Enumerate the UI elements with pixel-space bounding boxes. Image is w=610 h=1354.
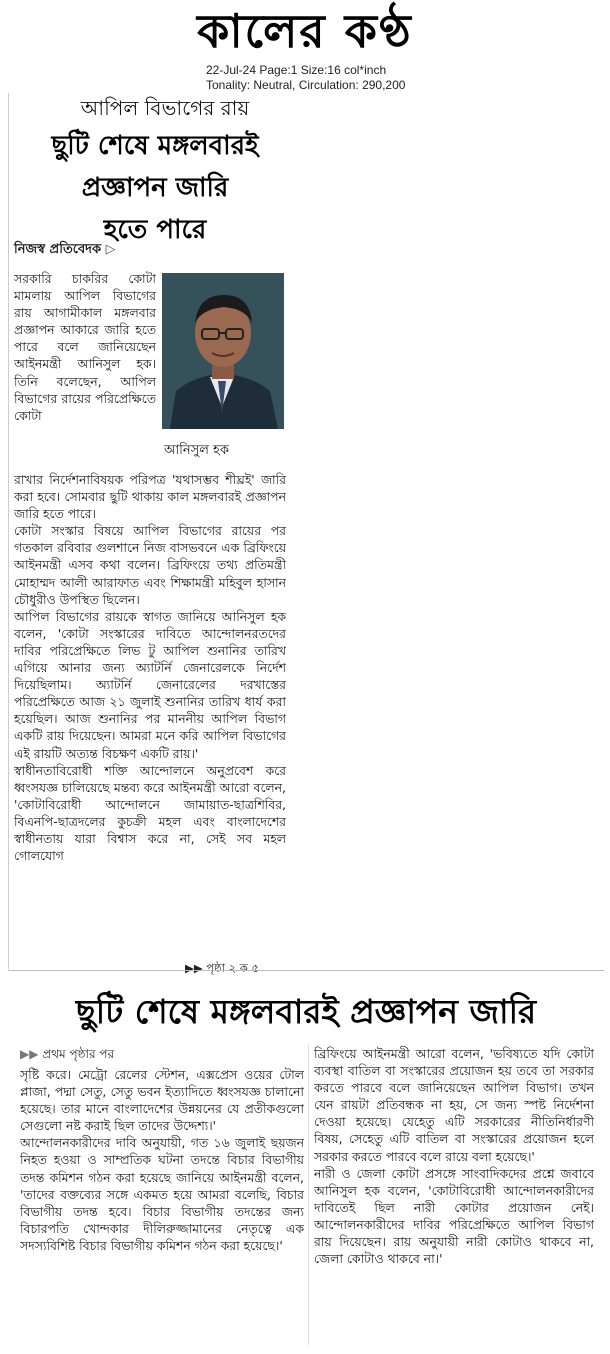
clipping-tonality: Tonality: Neutral, Circulation: 290,200 bbox=[206, 78, 406, 92]
headline-line: ছুটি শেষে মঙ্গলবারই bbox=[51, 131, 259, 161]
clipping-date-page-size: 22-Jul-24 Page:1 Size:16 col*inch bbox=[206, 63, 387, 77]
body-paragraph: নারী ও জেলা কোটা প্রসঙ্গে সাংবাদিকদের প্রশ্নে জবাবে আনিসুল হক বলেন, 'কোটাবিরোধী আন্দোলনকারীদের দাবিতেই ছিল নারী কোটার প্রয়োজন নেই। আন্দোলনকারীদের দাবির পরিপ্রেক্ষিতে আপিল বিভাগ রায় দিয়েছেন। রায় অনুযায়ী নারী কোটাও থাকবে না, জেলা কোটাও থাকবে না।' bbox=[314, 1165, 594, 1267]
byline-text: নিজস্ব প্রতিবেদক bbox=[14, 242, 102, 257]
article-body bbox=[14, 471, 286, 963]
body-paragraph: কোটা সংস্কার বিষয়ে আপিল বিভাগের রায়ের পর গতকাল রবিবার গুলশানে নিজ বাসভবনে এক ব্রিফিংয়ে আইনমন্ত্রী এসব কথা বলেন। ব্রিফিংয়ে তথ্য প্রতিমন্ত্রী মোহাম্মদ আলী আরাফাত এবং শিক্ষামন্ত্রী মহিবুল হাসান চৌধুরীও উপস্থিত ছিলেন। bbox=[14, 523, 286, 607]
continued-on-page-link[interactable]: ▶▶ পৃষ্ঠা ২ ক ৫ bbox=[185, 961, 259, 975]
body-paragraph: সৃষ্টি করে। মেট্রো রেলের স্টেশন, এক্সপ্রেস ওয়ের টোল প্লাজা, পদ্মা সেতু, সেতু ভবন ইত্যাদিতে ধ্বংসযজ্ঞ চালানো হয়েছে। তার মানে বাংলাদেশের উন্নয়নের যে প্রতীকগুলো সেগুলো নষ্ট করাই ছিল তাদের উদ্দেশ্য।' bbox=[20, 1067, 304, 1134]
photo-caption: আনিসুল হক bbox=[164, 443, 229, 458]
body-paragraph: স্বাধীনতাবিরোধী শক্তি আন্দোলনে অনুপ্রবেশ করে ধ্বংসযজ্ঞ চালিয়েছে মন্তব্য করে আইনমন্ত্রী আরো বলেন, 'কোটাবিরোধী আন্দোলনে জামায়াত-ছাত্রশিবির, বিএনপি-ছাত্রদলের কুচক্রী মহল এবং বাংলাদেশের স্বাধীনতায় যারা বিশ্বাস করে না, সেই সব মহল গোলযোগ bbox=[14, 762, 286, 864]
article-headline bbox=[10, 125, 300, 251]
body-paragraph: ব্রিফিংয়ে আইনমন্ত্রী আরো বলেন, 'ভবিষ্যতে যদি কোটা ব্যবস্থা বাতিল বা সংস্কারের প্রয়োজন হয় তবে তা সরকার করতে পারবে বলে জানিয়েছেন আপিল বিভাগ। তখন যেন রায়টা প্রতিবন্ধক না হয়, সে জন্য স্পষ্ট নির্দেশনা দেওয়া হয়েছে। যেহেতু এটি সরকারের নীতিনির্ধারণী বিষয়, সেহেতু এটি বাতিল বা সংস্কারের প্রয়োজন হলে সরকার করতে পারবে বলে রায়ে বলা হয়েছে।' bbox=[314, 1046, 594, 1164]
newspaper-logo: কালের কণ্ঠ bbox=[197, 4, 413, 58]
clipping-divider bbox=[8, 970, 604, 971]
headline-line: হতে পারে bbox=[103, 215, 207, 245]
portrait-illustration bbox=[162, 273, 284, 429]
continued-from-front bbox=[20, 1046, 114, 1062]
author-photo bbox=[162, 273, 284, 429]
body-paragraph: আন্দোলনকারীদের দাবি অনুযায়ী, গত ১৬ জুলাই ছয়জন নিহত হওয়া ও সাম্প্রতিক ঘটনা তদন্তে বিচার বিভাগীয় তদন্ত কমিশন গঠন করা হয়েছে জানিয়ে আইনমন্ত্রী বলেন, 'তাদের বক্তব্যের সঙ্গে একমত হয়ে আমরা বলেছি, বিচার বিভাগীয় তদন্ত হবে। বিচার বিভাগীয় তদন্তের জন্য বিচারপতি খোন্দকার দীলিরুজ্জামানের নেতৃত্বে এক সদস্যবিশিষ্ট বিচার বিভাগীয় কমিশন গঠন করা হয়েছে।' bbox=[20, 1135, 304, 1253]
column-divider bbox=[308, 1045, 309, 1345]
continuation-column-2 bbox=[314, 1045, 594, 1345]
from-front-text: প্রথম পৃষ্ঠার পর bbox=[42, 1047, 115, 1061]
continuation-headline: ছুটি শেষে মঙ্গলবারই প্রজ্ঞাপন জারি bbox=[75, 992, 537, 1031]
double-arrow-icon: ▶▶ bbox=[20, 1047, 39, 1061]
body-paragraph: রাখার নির্দেশনাবিষয়ক পরিপত্র 'যথাসম্ভব শীঘ্রই' জারি করা হবে। সোমবার ছুটি থাকায় কাল মঙ্গলবারই প্রজ্ঞাপন জারি হতে পারে। bbox=[14, 472, 286, 522]
continuation-column-1 bbox=[20, 1066, 304, 1350]
body-paragraph: আপিল বিভাগের রায়কে স্বাগত জানিয়ে আনিসুল হক বলেন, 'কোটা সংস্কারের দাবিতে আন্দোলনরতদের দাবির পরিপ্রেক্ষিতে লিভ টু আপিল শুনানির তারিখ এগিয়ে আনার জন্য অ্যাটর্নি জেনারেলকে নির্দেশ দিয়েছিলাম। অ্যাটর্নি জেনারেলের দরখাস্তের পরিপ্রেক্ষিতে আজ ২১ জুলাই শুনানির তারিখ ধার্য করা হয়েছিল। আজ শুনানির পর মাননীয় আপিল বিভাগ একটি রায় দিয়েছেন। আমরা মনে করি আপিল বিভাগের এই রায়টি অত্যন্ত বিচক্ষণ একটি রায়।' bbox=[14, 608, 286, 761]
article-lead bbox=[14, 270, 156, 470]
article-kicker: আপিল বিভাগের রায় bbox=[80, 96, 250, 120]
byline-arrow-icon: ▷ bbox=[105, 242, 116, 257]
byline bbox=[14, 241, 116, 259]
lead-paragraph: সরকারি চাকরির কোটা মামলায় আপিল বিভাগের রায় আগামীকাল মঙ্গলবার প্রজ্ঞাপন আকারে জারি হতে পারে বলে জানিয়েছেন আইনমন্ত্রী আনিসুল হক। তিনি বলেছেন, আপিল বিভাগের রায়ের পরিপ্রেক্ষিতে কোটা bbox=[14, 271, 156, 423]
headline-line: প্রজ্ঞাপন জারি bbox=[81, 173, 229, 203]
